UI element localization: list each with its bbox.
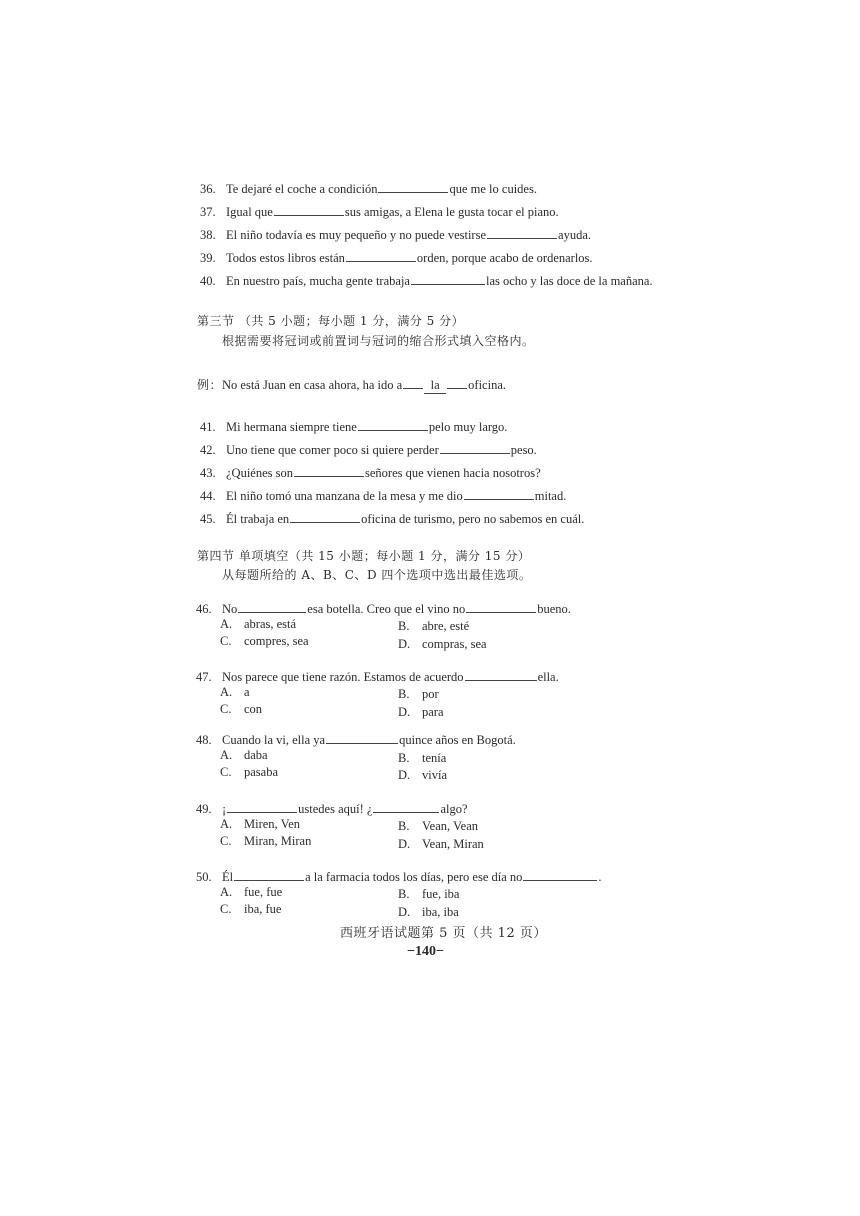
option-c[interactable]: C. iba, fue [220, 902, 282, 916]
question-number: 43. [200, 466, 216, 480]
question-number: 40. [200, 274, 216, 288]
answer-blank[interactable] [234, 868, 304, 881]
question-36: 36. Te dejaré el coche a condición que me lo cuides. [200, 182, 537, 196]
question-number: 37. [200, 205, 216, 219]
question-number: 39. [200, 251, 216, 265]
question-46: 46. No esa botella. Creo que el vino no bueno. [196, 602, 571, 616]
option-d[interactable]: D. compras, sea [398, 637, 487, 651]
question-41: 41. Mi hermana siempre tiene pelo muy largo. [200, 420, 508, 434]
option-a[interactable]: A. fue, fue [220, 885, 283, 899]
answer-blank[interactable] [440, 441, 510, 454]
question-50: 50. Él a la farmacia todos los días, pero ese día no . [196, 870, 602, 884]
answer-blank[interactable] [373, 800, 439, 813]
option-d[interactable]: D. iba, iba [398, 905, 459, 919]
option-c[interactable]: C. pasaba [220, 765, 279, 779]
question-43: 43. ¿Quiénes son señores que vienen hacia nosotros? [200, 466, 541, 480]
section4-heading: 第四节 单项填空（共 15 小题；每小题 1 分，满分 15 分） [197, 549, 531, 563]
answer-blank[interactable] [466, 600, 536, 613]
answer-blank[interactable] [238, 600, 306, 613]
section4-instruction: 从每题所给的 A、B、C、D 四个选项中选出最佳选项。 [222, 568, 532, 582]
option-b[interactable]: B. abre, esté [398, 619, 470, 633]
answer-blank[interactable] [465, 668, 537, 681]
answer-blank[interactable] [227, 800, 297, 813]
answer-blank[interactable] [274, 203, 344, 216]
footer-title: 西班牙语试题第 5 页（共 12 页） [340, 926, 547, 941]
option-a[interactable]: A. daba [220, 748, 268, 762]
question-39: 39. Todos estos libros están orden, porque acabo de ordenarlos. [200, 251, 593, 265]
option-c[interactable]: C. Miran, Miran [220, 834, 312, 848]
option-c[interactable]: C. con [220, 702, 263, 716]
question-45: 45. Él trabaja en oficina de turismo, pero no sabemos en cuál. [200, 512, 585, 526]
answer-blank[interactable] [464, 487, 534, 500]
question-number: 48. [196, 733, 212, 747]
option-c[interactable]: C. compres, sea [220, 634, 309, 648]
question-48: 48. Cuando la vi, ella ya quince años en Bogotá. [196, 733, 516, 747]
question-40: 40. En nuestro país, mucha gente trabaja las ocho y las doce de la mañana. [200, 274, 653, 288]
option-d[interactable]: D. Vean, Miran [398, 837, 484, 851]
question-number: 45. [200, 512, 216, 526]
answer-blank[interactable] [487, 226, 557, 239]
question-number: 42. [200, 443, 216, 457]
question-number: 41. [200, 420, 216, 434]
question-number: 46. [196, 602, 212, 616]
answer-blank[interactable] [326, 731, 398, 744]
answer-blank[interactable] [523, 868, 597, 881]
example-sentence: 例：No está Juan en casa ahora, ha ido a la oficina. [197, 378, 506, 392]
question-47: 47. Nos parece que tiene razón. Estamos de acuerdo ella. [196, 670, 559, 684]
option-b[interactable]: B. tenía [398, 751, 447, 765]
answer-blank[interactable] [358, 418, 428, 431]
question-49: 49. ¡ ustedes aquí! ¿ algo? [196, 802, 468, 816]
example-blank-right [447, 376, 467, 389]
answer-blank[interactable] [346, 249, 416, 262]
question-44: 44. El niño tomó una manzana de la mesa y me dio mitad. [200, 489, 567, 503]
option-b[interactable]: B. por [398, 687, 439, 701]
example-answer: la [424, 377, 446, 394]
question-number: 36. [200, 182, 216, 196]
option-d[interactable]: D. para [398, 705, 444, 719]
answer-blank[interactable] [294, 464, 364, 477]
option-a[interactable]: A. a [220, 685, 250, 699]
answer-blank[interactable] [290, 510, 360, 523]
answer-blank[interactable] [411, 272, 485, 285]
question-number: 44. [200, 489, 216, 503]
page-number: −140− [407, 944, 444, 959]
answer-blank[interactable] [378, 180, 448, 193]
option-b[interactable]: B. Vean, Vean [398, 819, 478, 833]
question-number: 50. [196, 870, 212, 884]
option-a[interactable]: A. Miren, Ven [220, 817, 301, 831]
question-number: 47. [196, 670, 212, 684]
section3-instruction: 根据需要将冠词或前置词与冠词的缩合形式填入空格内。 [222, 334, 535, 348]
question-42: 42. Uno tiene que comer poco si quiere perder peso. [200, 443, 537, 457]
question-37: 37. Igual que sus amigas, a Elena le gusta tocar el piano. [200, 205, 559, 219]
option-d[interactable]: D. vivía [398, 768, 447, 782]
question-38: 38. El niño todavía es muy pequeño y no puede vestirse ayuda. [200, 228, 591, 242]
question-number: 38. [200, 228, 216, 242]
section3-heading: 第三节 （共 5 小题；每小题 1 分，满分 5 分） [197, 314, 465, 328]
example-blank-left [403, 376, 423, 389]
question-number: 49. [196, 802, 212, 816]
option-a[interactable]: A. abras, está [220, 617, 297, 631]
option-b[interactable]: B. fue, iba [398, 887, 460, 901]
